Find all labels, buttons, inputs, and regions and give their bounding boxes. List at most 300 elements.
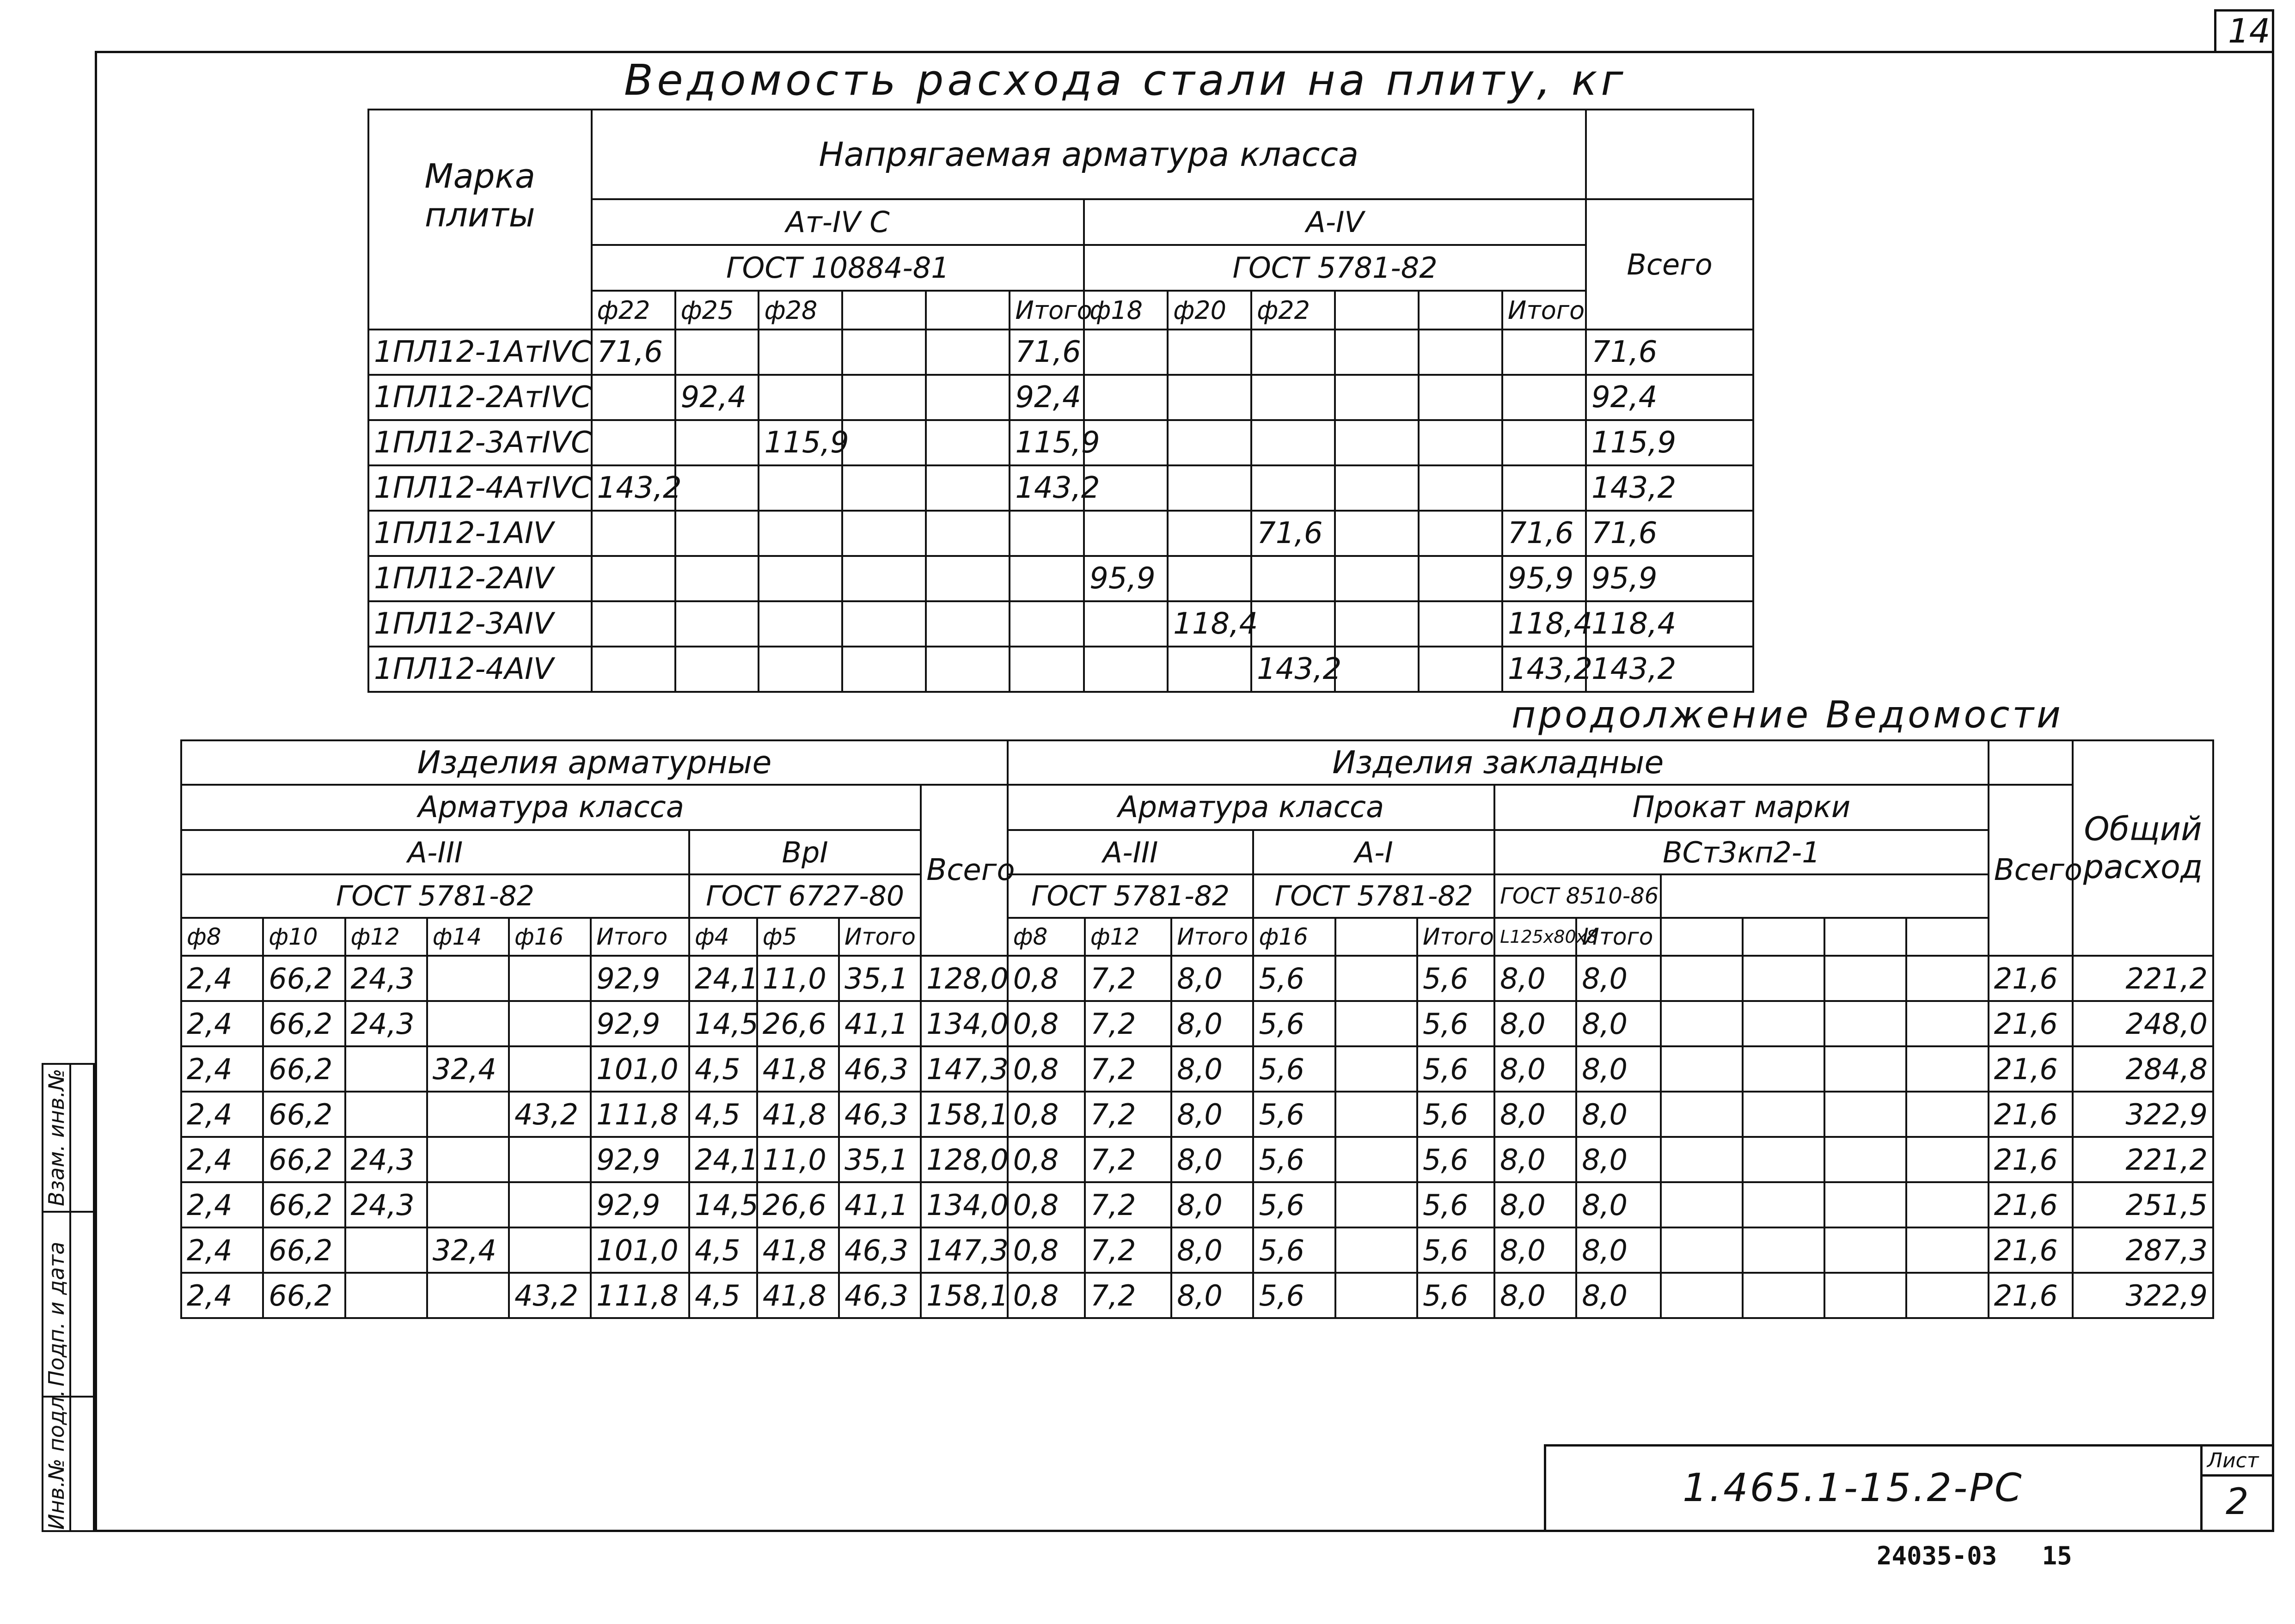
- table-row: [181, 1001, 2213, 1046]
- table-cell: [1906, 1046, 1988, 1092]
- table-cell: [1661, 1137, 1743, 1182]
- gost-a3: ГОСТ 5781-82: [181, 874, 689, 918]
- table-cell: 322,9: [2073, 1092, 2213, 1137]
- table-cell: [1335, 420, 1419, 465]
- table-cell: 8,0: [1171, 1046, 1253, 1092]
- table-cell: 35,1: [839, 1137, 921, 1182]
- table-cell: [1335, 330, 1419, 375]
- table-cell: [1661, 956, 1743, 1001]
- table-cell: 11,0: [757, 956, 839, 1001]
- table-row: [368, 465, 1753, 511]
- table-cell: [427, 1001, 509, 1046]
- table-cell: 2,4: [181, 1001, 263, 1046]
- table-cell: [1661, 1182, 1743, 1227]
- table-cell: 8,0: [1494, 1182, 1576, 1227]
- table-cell: 8,0: [1576, 1046, 1660, 1092]
- table-cell: [1824, 956, 1906, 1001]
- table-cell: 32,4: [427, 1227, 509, 1273]
- table-cell: 14,5: [689, 1182, 757, 1227]
- t1-subhead: Итого: [1502, 291, 1586, 330]
- table-cell: 66,2: [263, 1182, 345, 1227]
- row-mark: 1ПЛ12-3АIV: [368, 601, 592, 647]
- table-cell: 158,1: [921, 1273, 1007, 1318]
- table-cell: [592, 420, 675, 465]
- table-cell: [1168, 330, 1251, 375]
- table-cell: [1906, 1137, 1988, 1182]
- row-total: 143,2: [1586, 647, 1753, 692]
- table-cell: [759, 330, 842, 375]
- table-cell: 8,0: [1576, 956, 1660, 1001]
- table-cell: 143,2: [1251, 647, 1335, 692]
- table-cell: 4,5: [689, 1046, 757, 1092]
- table-cell: [1743, 1227, 1824, 1273]
- table-cell: 71,6: [1251, 511, 1335, 556]
- table-cell: 5,6: [1253, 1092, 1335, 1137]
- table-cell: [1010, 511, 1084, 556]
- table-cell: [427, 1137, 509, 1182]
- table-cell: 21,6: [1989, 1182, 2073, 1227]
- table-cell: 2,4: [181, 1137, 263, 1182]
- table-cell: 5,6: [1253, 956, 1335, 1001]
- table-cell: [1743, 956, 1824, 1001]
- t2-subhead: ф10: [263, 918, 345, 956]
- row-total: 71,6: [1586, 330, 1753, 375]
- table-cell: 0,8: [1008, 1137, 1085, 1182]
- row-mark: 1ПЛ12-2АтIVС: [368, 375, 592, 420]
- table-cell: [842, 556, 926, 601]
- table-cell: [1906, 1273, 1988, 1318]
- row-mark: 1ПЛ12-1АтIVС: [368, 330, 592, 375]
- table-cell: [1084, 375, 1168, 420]
- table-cell: 5,6: [1417, 1182, 1494, 1227]
- table-cell: 24,1: [689, 956, 757, 1001]
- t2-subhead: ф5: [757, 918, 839, 956]
- table-cell: 66,2: [263, 1001, 345, 1046]
- table-cell: [1661, 1273, 1743, 1318]
- table-cell: 71,6: [592, 330, 675, 375]
- t2-subhead: ф12: [1085, 918, 1171, 956]
- table-cell: 7,2: [1085, 1227, 1171, 1273]
- table-cell: [1335, 601, 1419, 647]
- table-cell: [1502, 330, 1586, 375]
- table-cell: 5,6: [1253, 1273, 1335, 1318]
- table-cell: 24,3: [345, 1001, 427, 1046]
- all-b-header: Всего: [1989, 785, 2073, 956]
- table-cell: 95,9: [1084, 556, 1168, 601]
- t2-subhead: Итого: [1171, 918, 1253, 956]
- bp1-class: ВрI: [689, 830, 921, 874]
- steel-consumption-table-continued: [180, 739, 2214, 1319]
- t1-subhead: [1419, 291, 1502, 330]
- table-cell: [1419, 330, 1502, 375]
- table-row: [181, 1273, 2213, 1318]
- table-cell: [1335, 1273, 1417, 1318]
- class-b: А-IV: [1084, 199, 1586, 245]
- table-cell: 46,3: [839, 1046, 921, 1092]
- table-cell: [1084, 330, 1168, 375]
- table-cell: 118,4: [1502, 601, 1586, 647]
- table-cell: [1661, 1046, 1743, 1092]
- table-cell: [1419, 375, 1502, 420]
- t1-subhead: ф22: [592, 291, 675, 330]
- table-cell: 92,4: [675, 375, 759, 420]
- t2-subhead: ф8: [1008, 918, 1085, 956]
- t2-subhead: Итого: [591, 918, 689, 956]
- bottom-number: 24035-03 15: [1877, 1541, 2072, 1570]
- table-cell: [926, 375, 1010, 420]
- table-cell: 8,0: [1494, 1137, 1576, 1182]
- table-cell: [926, 465, 1010, 511]
- table-cell: 8,0: [1171, 1273, 1253, 1318]
- table-cell: 4,5: [689, 1092, 757, 1137]
- t2-subhead: [1661, 918, 1743, 956]
- corner-number: 14: [2228, 12, 2271, 50]
- table-cell: 143,2: [1010, 465, 1084, 511]
- table-cell: 0,8: [1008, 1273, 1085, 1318]
- table-cell: 134,0: [921, 1182, 1007, 1227]
- table-cell: 0,8: [1008, 1001, 1085, 1046]
- sheet-number: 2: [2226, 1481, 2249, 1523]
- table-row: [181, 1227, 2213, 1273]
- table-cell: [592, 601, 675, 647]
- table-cell: [345, 1046, 427, 1092]
- table-cell: [1419, 465, 1502, 511]
- table-cell: [926, 556, 1010, 601]
- table-cell: 5,6: [1417, 956, 1494, 1001]
- steel-consumption-table: [367, 109, 1754, 693]
- table-cell: [1168, 556, 1251, 601]
- table-cell: [1824, 1001, 1906, 1046]
- arm-class-header: Арматура класса: [181, 785, 921, 830]
- table-cell: 21,6: [1989, 956, 2073, 1001]
- table-cell: [509, 1137, 591, 1182]
- table-row: [368, 511, 1753, 556]
- table-cell: 21,6: [1989, 1092, 2073, 1137]
- table-cell: 66,2: [263, 956, 345, 1001]
- table-cell: 24,1: [689, 1137, 757, 1182]
- table-row: [368, 647, 1753, 692]
- table-cell: [1335, 1137, 1417, 1182]
- table-cell: 7,2: [1085, 1182, 1171, 1227]
- table-cell: [1906, 1001, 1988, 1046]
- table-cell: 92,4: [1010, 375, 1084, 420]
- t2-subhead: ф16: [1253, 918, 1335, 956]
- table-cell: [1251, 330, 1335, 375]
- t1-subhead: Итого: [1010, 291, 1084, 330]
- table-cell: [1824, 1046, 1906, 1092]
- table-cell: [842, 330, 926, 375]
- table-cell: [1335, 956, 1417, 1001]
- table-cell: 158,1: [921, 1092, 1007, 1137]
- table-cell: 128,0: [921, 1137, 1007, 1182]
- table-cell: [1084, 647, 1168, 692]
- table-cell: [1661, 1092, 1743, 1137]
- table-cell: [926, 420, 1010, 465]
- row-mark: 1ПЛ12-4АIV: [368, 647, 592, 692]
- table-cell: [1251, 601, 1335, 647]
- table-cell: 92,9: [591, 1182, 689, 1227]
- table-cell: [1168, 647, 1251, 692]
- table-cell: 46,3: [839, 1273, 921, 1318]
- table-row: [181, 1046, 2213, 1092]
- table-cell: [1335, 1046, 1417, 1092]
- row-mark: 1ПЛ12-2АIV: [368, 556, 592, 601]
- table-cell: [1743, 1182, 1824, 1227]
- table-cell: [926, 330, 1010, 375]
- replace-label: Взам. инв.№: [44, 1068, 69, 1206]
- document-code: 1.465.1-15.2-РС: [1683, 1465, 2024, 1510]
- table-cell: [1906, 1092, 1988, 1137]
- t2-subhead: Итого: [839, 918, 921, 956]
- table-cell: 66,2: [263, 1137, 345, 1182]
- table-cell: 248,0: [2073, 1001, 2213, 1046]
- table-cell: [759, 556, 842, 601]
- table-cell: [1419, 647, 1502, 692]
- table-cell: 0,8: [1008, 1046, 1085, 1092]
- table-cell: [1251, 420, 1335, 465]
- class-a: Ат-IV С: [592, 199, 1084, 245]
- table-cell: 7,2: [1085, 1001, 1171, 1046]
- table-cell: 32,4: [427, 1046, 509, 1092]
- table-cell: [509, 1046, 591, 1092]
- table-cell: [759, 601, 842, 647]
- table-cell: 21,6: [1989, 1227, 2073, 1273]
- t1-subhead: ф25: [675, 291, 759, 330]
- table-cell: 95,9: [1502, 556, 1586, 601]
- table-cell: [1419, 420, 1502, 465]
- table-cell: [675, 420, 759, 465]
- table-cell: [592, 556, 675, 601]
- table-cell: [842, 647, 926, 692]
- table-cell: [675, 601, 759, 647]
- prokat-mark: ВСт3кп2-1: [1494, 830, 1989, 874]
- table-cell: [1168, 511, 1251, 556]
- table-cell: 24,3: [345, 1182, 427, 1227]
- table-cell: [1010, 556, 1084, 601]
- table-cell: 115,9: [759, 420, 842, 465]
- table-cell: 21,6: [1989, 1046, 2073, 1092]
- table-cell: 5,6: [1417, 1001, 1494, 1046]
- table-cell: 251,5: [2073, 1182, 2213, 1227]
- table-cell: 0,8: [1008, 1182, 1085, 1227]
- a3-class: А-III: [181, 830, 689, 874]
- table-cell: [1251, 375, 1335, 420]
- t2-subhead: Итого: [1417, 918, 1494, 956]
- table-cell: [1335, 465, 1419, 511]
- table-cell: [842, 375, 926, 420]
- table-cell: 7,2: [1085, 1273, 1171, 1318]
- table-cell: 115,9: [1010, 420, 1084, 465]
- table-cell: 147,3: [921, 1227, 1007, 1273]
- gost-prokat: ГОСТ 8510-86: [1494, 874, 1661, 918]
- table-cell: [1335, 556, 1419, 601]
- table-cell: 66,2: [263, 1273, 345, 1318]
- t1-subhead: ф22: [1251, 291, 1335, 330]
- t1-subhead: [842, 291, 926, 330]
- table-cell: 5,6: [1417, 1092, 1494, 1137]
- table-cell: 8,0: [1171, 1182, 1253, 1227]
- table-cell: 71,6: [1502, 511, 1586, 556]
- table-cell: 5,6: [1417, 1227, 1494, 1273]
- col-mark-header: Марка плиты: [368, 110, 592, 330]
- table-cell: [345, 1273, 427, 1318]
- table-cell: 8,0: [1576, 1092, 1660, 1137]
- t1-subhead: [1335, 291, 1419, 330]
- table-cell: [842, 420, 926, 465]
- table-cell: 11,0: [757, 1137, 839, 1182]
- table-cell: 8,0: [1171, 1227, 1253, 1273]
- table-cell: 21,6: [1989, 1137, 2073, 1182]
- table-cell: 35,1: [839, 956, 921, 1001]
- table-cell: [1743, 1137, 1824, 1182]
- total-header: Всего: [1586, 199, 1753, 330]
- table-cell: 5,6: [1417, 1273, 1494, 1318]
- table-cell: 41,1: [839, 1001, 921, 1046]
- t2-subhead: Итого: [1576, 918, 1660, 956]
- table-cell: 8,0: [1494, 1046, 1576, 1092]
- table-cell: [1335, 1182, 1417, 1227]
- table-cell: 14,5: [689, 1001, 757, 1046]
- row-mark: 1ПЛ12-1АIV: [368, 511, 592, 556]
- table-cell: [842, 601, 926, 647]
- table-cell: 66,2: [263, 1227, 345, 1273]
- table-cell: 5,6: [1417, 1046, 1494, 1092]
- table-cell: [1906, 1227, 1988, 1273]
- table-cell: 41,8: [757, 1092, 839, 1137]
- table-cell: 0,8: [1008, 956, 1085, 1001]
- table-cell: 24,3: [345, 956, 427, 1001]
- a1-class: А-I: [1253, 830, 1494, 874]
- table-cell: 8,0: [1171, 1092, 1253, 1137]
- table-row: [181, 1092, 2213, 1137]
- table-cell: [1743, 1046, 1824, 1092]
- table-cell: [675, 647, 759, 692]
- gost-b: ГОСТ 5781-82: [1084, 245, 1586, 291]
- table-cell: [675, 465, 759, 511]
- table-cell: [1824, 1273, 1906, 1318]
- table-cell: [1743, 1001, 1824, 1046]
- table-cell: [1824, 1227, 1906, 1273]
- table-row: [368, 601, 1753, 647]
- table-row: [181, 1182, 2213, 1227]
- t2-subhead: [1335, 918, 1417, 956]
- izd-zakl-header: Изделия закладные: [1008, 740, 1989, 785]
- table-cell: [1419, 511, 1502, 556]
- t1-subhead: ф28: [759, 291, 842, 330]
- table-cell: 118,4: [1168, 601, 1251, 647]
- table-cell: [675, 511, 759, 556]
- table-cell: 5,6: [1253, 1182, 1335, 1227]
- table-cell: [1419, 556, 1502, 601]
- table-cell: [1661, 1227, 1743, 1273]
- table-cell: 8,0: [1171, 1137, 1253, 1182]
- table-row: [181, 1137, 2213, 1182]
- table-cell: 322,9: [2073, 1273, 2213, 1318]
- table-cell: 8,0: [1171, 1001, 1253, 1046]
- table-cell: [592, 511, 675, 556]
- table-cell: 147,3: [921, 1046, 1007, 1092]
- table-cell: [1084, 601, 1168, 647]
- table-row: [368, 330, 1753, 375]
- table-cell: [427, 1092, 509, 1137]
- table-cell: [1661, 1001, 1743, 1046]
- t2-subhead: ф8: [181, 918, 263, 956]
- table-cell: 0,8: [1008, 1227, 1085, 1273]
- table-cell: 41,8: [757, 1046, 839, 1092]
- table-cell: 221,2: [2073, 956, 2213, 1001]
- table-cell: [1906, 956, 1988, 1001]
- table-cell: 26,6: [757, 1182, 839, 1227]
- table-cell: [926, 601, 1010, 647]
- table-cell: [1251, 556, 1335, 601]
- table-cell: 8,0: [1576, 1137, 1660, 1182]
- table-cell: 284,8: [2073, 1046, 2213, 1092]
- inv-label: Инв.№ подл.: [44, 1390, 69, 1530]
- t2-subhead: [1906, 918, 1988, 956]
- table-cell: [1743, 1273, 1824, 1318]
- t1-subhead: ф18: [1084, 291, 1168, 330]
- table-cell: [1335, 1001, 1417, 1046]
- table-row: [368, 556, 1753, 601]
- table-cell: 41,8: [757, 1273, 839, 1318]
- page-title: Ведомость расхода стали на плиту, кг: [624, 55, 1627, 105]
- table-cell: [675, 330, 759, 375]
- table-cell: 7,2: [1085, 1046, 1171, 1092]
- continuation-label: продолжение Ведомости: [1512, 693, 2063, 736]
- table-cell: [427, 1273, 509, 1318]
- gost-a: ГОСТ 10884-81: [592, 245, 1084, 291]
- table-cell: [427, 956, 509, 1001]
- general-header: Общий расход: [2073, 740, 2213, 956]
- table-cell: 5,6: [1253, 1137, 1335, 1182]
- table-cell: [592, 375, 675, 420]
- table-cell: 2,4: [181, 1092, 263, 1137]
- table-cell: 5,6: [1253, 1001, 1335, 1046]
- gost-bp: ГОСТ 6727-80: [689, 874, 921, 918]
- table-cell: 8,0: [1494, 956, 1576, 1001]
- table-cell: [1168, 420, 1251, 465]
- table-cell: 41,1: [839, 1182, 921, 1227]
- table-cell: [1419, 601, 1502, 647]
- t2-subhead: ф16: [509, 918, 591, 956]
- table-cell: [427, 1182, 509, 1227]
- table-cell: 71,6: [1010, 330, 1084, 375]
- table-cell: 8,0: [1576, 1182, 1660, 1227]
- table-cell: [1251, 465, 1335, 511]
- table-cell: [759, 375, 842, 420]
- table-cell: [759, 647, 842, 692]
- table-cell: 2,4: [181, 1273, 263, 1318]
- group-title: Напрягаемая арматура класса: [592, 110, 1586, 199]
- row-total: 71,6: [1586, 511, 1753, 556]
- t1-subhead: [926, 291, 1010, 330]
- table-cell: 8,0: [1576, 1001, 1660, 1046]
- table-cell: [1502, 420, 1586, 465]
- table-cell: 287,3: [2073, 1227, 2213, 1273]
- a3b-class: А-III: [1008, 830, 1254, 874]
- t2-subhead: ф14: [427, 918, 509, 956]
- table-cell: [509, 1182, 591, 1227]
- table-cell: 128,0: [921, 956, 1007, 1001]
- row-total: 115,9: [1586, 420, 1753, 465]
- table-cell: 8,0: [1576, 1273, 1660, 1318]
- gost-a3b: ГОСТ 5781-82: [1008, 874, 1254, 918]
- table-cell: [842, 511, 926, 556]
- t2-subhead: ф4: [689, 918, 757, 956]
- table-cell: [1168, 375, 1251, 420]
- sheet-label: Лист: [2207, 1449, 2259, 1472]
- table-cell: 46,3: [839, 1227, 921, 1273]
